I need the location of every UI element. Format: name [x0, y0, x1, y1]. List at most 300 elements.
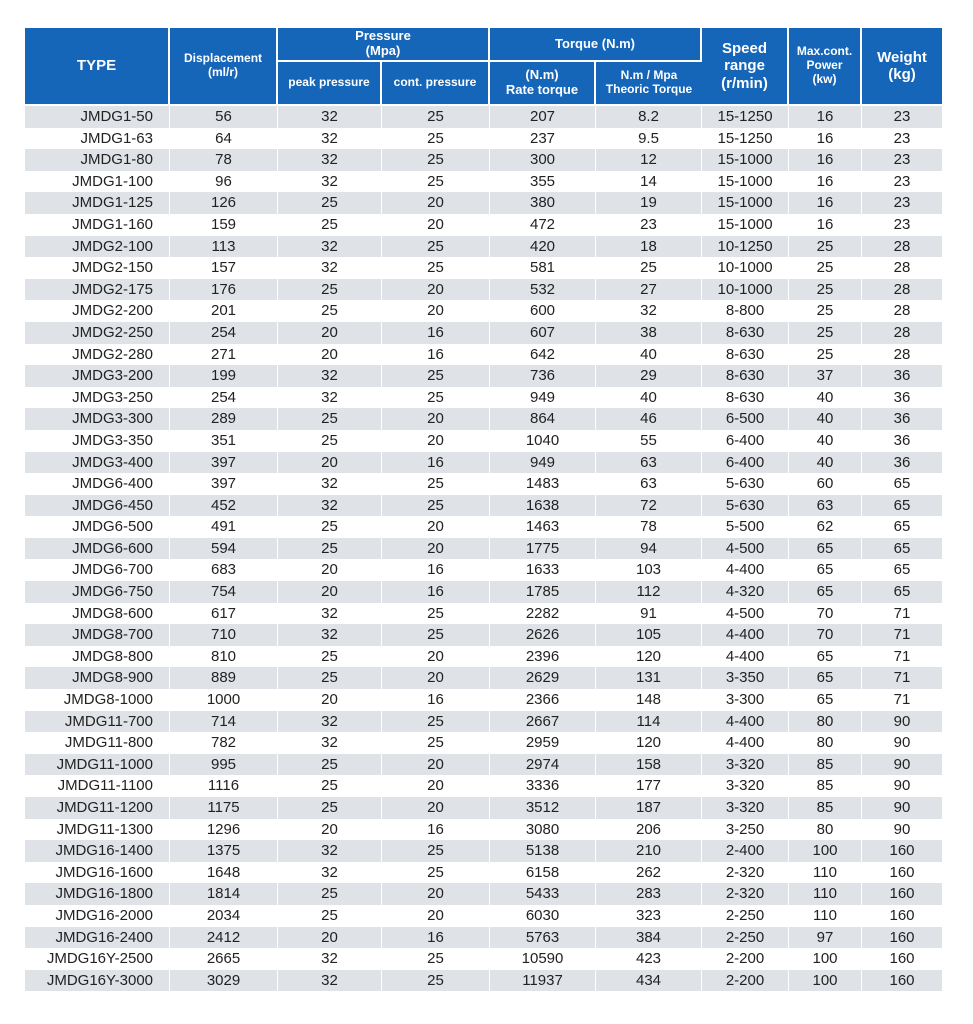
rate-torque-cell: 1483: [490, 473, 596, 495]
speed-range-cell: 8-630: [702, 344, 789, 366]
displacement-cell: 96: [170, 171, 278, 193]
rate-torque-cell: 2366: [490, 689, 596, 711]
theoric-torque-cell: 14: [596, 171, 702, 193]
weight-cell: 71: [862, 689, 942, 711]
cont-pressure-cell: 25: [382, 603, 490, 625]
max-power-cell: 25: [789, 279, 862, 301]
rate-torque-cell: 1638: [490, 495, 596, 517]
speed-range-cell: 5-630: [702, 473, 789, 495]
weight-cell: 65: [862, 516, 942, 538]
weight-cell: 28: [862, 300, 942, 322]
theoric-torque-cell: 148: [596, 689, 702, 711]
speed-range-cell: 4-400: [702, 732, 789, 754]
theoric-torque-cell: 158: [596, 754, 702, 776]
max-power-cell: 25: [789, 344, 862, 366]
speed-range-cell: 4-400: [702, 646, 789, 668]
theoric-torque-cell: 27: [596, 279, 702, 301]
cont-pressure-cell: 20: [382, 797, 490, 819]
cont-pressure-cell: 16: [382, 819, 490, 841]
type-cell: JMDG8-800: [25, 646, 170, 668]
cont-pressure-cell: 16: [382, 689, 490, 711]
theoric-torque-cell: 46: [596, 408, 702, 430]
type-cell: JMDG8-900: [25, 667, 170, 689]
rate-torque-cell: 2629: [490, 667, 596, 689]
rate-torque-cell: 2667: [490, 711, 596, 733]
type-cell: JMDG6-500: [25, 516, 170, 538]
weight-cell: 65: [862, 581, 942, 603]
weight-cell: 90: [862, 754, 942, 776]
peak-pressure-cell: 32: [278, 128, 382, 150]
table-row: [25, 106, 942, 128]
rate-torque-cell: 300: [490, 149, 596, 171]
theoric-torque-cell: 25: [596, 257, 702, 279]
table-row: [25, 300, 942, 322]
speed-range-cell: 3-320: [702, 775, 789, 797]
table-row: [25, 322, 942, 344]
theoric-torque-cell: 32: [596, 300, 702, 322]
type-cell: JMDG1-63: [25, 128, 170, 150]
cont-pressure-cell: 25: [382, 128, 490, 150]
weight-cell: 71: [862, 646, 942, 668]
peak-pressure-cell: 32: [278, 624, 382, 646]
peak-pressure-cell: 25: [278, 883, 382, 905]
table-row: [25, 387, 942, 409]
type-cell: JMDG16-1600: [25, 862, 170, 884]
speed-range-cell: 15-1000: [702, 149, 789, 171]
rate-torque-cell: 5138: [490, 840, 596, 862]
rate-torque-cell: 2974: [490, 754, 596, 776]
weight-cell: 65: [862, 473, 942, 495]
rate-torque-cell: 642: [490, 344, 596, 366]
cont-pressure-cell: 25: [382, 624, 490, 646]
weight-cell: 36: [862, 408, 942, 430]
speed-range-cell: 15-1250: [702, 128, 789, 150]
speed-range-cell: 10-1000: [702, 279, 789, 301]
type-cell: JMDG2-150: [25, 257, 170, 279]
rate-torque-cell: 2626: [490, 624, 596, 646]
speed-range-cell: 2-200: [702, 948, 789, 970]
speed-range-cell: 4-400: [702, 559, 789, 581]
peak-pressure-cell: 32: [278, 236, 382, 258]
peak-pressure-cell: 25: [278, 646, 382, 668]
speed-range-cell: 6-400: [702, 452, 789, 474]
table-row: [25, 624, 942, 646]
table-row: [25, 236, 942, 258]
max-power-cell: 65: [789, 538, 862, 560]
speed-range-cell: 8-630: [702, 387, 789, 409]
cont-pressure-cell: 25: [382, 948, 490, 970]
theoric-torque-cell: 78: [596, 516, 702, 538]
header-type: TYPE: [25, 28, 170, 106]
peak-pressure-cell: 32: [278, 495, 382, 517]
theoric-torque-cell: 19: [596, 192, 702, 214]
type-cell: JMDG16-1400: [25, 840, 170, 862]
max-power-cell: 16: [789, 128, 862, 150]
speed-range-cell: 15-1000: [702, 171, 789, 193]
spec-table-container: [25, 28, 942, 991]
speed-range-cell: 6-400: [702, 430, 789, 452]
displacement-cell: 710: [170, 624, 278, 646]
peak-pressure-cell: 32: [278, 473, 382, 495]
max-power-cell: 110: [789, 862, 862, 884]
max-power-cell: 37: [789, 365, 862, 387]
rate-torque-cell: 1463: [490, 516, 596, 538]
speed-range-cell: 4-400: [702, 711, 789, 733]
type-cell: JMDG8-1000: [25, 689, 170, 711]
type-cell: JMDG11-1100: [25, 775, 170, 797]
cont-pressure-cell: 25: [382, 387, 490, 409]
weight-cell: 23: [862, 106, 942, 128]
table-row: [25, 149, 942, 171]
rate-torque-cell: 581: [490, 257, 596, 279]
peak-pressure-cell: 25: [278, 775, 382, 797]
max-power-cell: 65: [789, 581, 862, 603]
weight-cell: 28: [862, 344, 942, 366]
theoric-torque-cell: 114: [596, 711, 702, 733]
weight-cell: 90: [862, 797, 942, 819]
displacement-cell: 452: [170, 495, 278, 517]
peak-pressure-cell: 32: [278, 711, 382, 733]
table-row: [25, 754, 942, 776]
displacement-cell: 201: [170, 300, 278, 322]
weight-cell: 160: [862, 840, 942, 862]
header-cont-pressure: cont. pressure: [382, 62, 490, 106]
theoric-torque-cell: 384: [596, 927, 702, 949]
rate-torque-cell: 10590: [490, 948, 596, 970]
rate-torque-cell: 5433: [490, 883, 596, 905]
peak-pressure-cell: 20: [278, 559, 382, 581]
displacement-cell: 271: [170, 344, 278, 366]
displacement-cell: 176: [170, 279, 278, 301]
theoric-torque-cell: 177: [596, 775, 702, 797]
speed-range-cell: 4-500: [702, 603, 789, 625]
type-cell: JMDG2-100: [25, 236, 170, 258]
max-power-cell: 65: [789, 559, 862, 581]
rate-torque-cell: 237: [490, 128, 596, 150]
peak-pressure-cell: 20: [278, 581, 382, 603]
table-row: [25, 408, 942, 430]
max-power-cell: 80: [789, 711, 862, 733]
rate-torque-cell: 5763: [490, 927, 596, 949]
max-power-cell: 100: [789, 948, 862, 970]
peak-pressure-cell: 25: [278, 430, 382, 452]
speed-range-cell: 15-1250: [702, 106, 789, 128]
rate-torque-cell: 472: [490, 214, 596, 236]
max-power-cell: 85: [789, 775, 862, 797]
table-row: [25, 452, 942, 474]
weight-cell: 90: [862, 732, 942, 754]
table-row: [25, 516, 942, 538]
speed-range-cell: 4-500: [702, 538, 789, 560]
theoric-torque-cell: 283: [596, 883, 702, 905]
weight-cell: 160: [862, 927, 942, 949]
theoric-torque-cell: 206: [596, 819, 702, 841]
cont-pressure-cell: 25: [382, 495, 490, 517]
rate-torque-cell: 1775: [490, 538, 596, 560]
type-cell: JMDG2-200: [25, 300, 170, 322]
theoric-torque-cell: 131: [596, 667, 702, 689]
table-row: [25, 279, 942, 301]
theoric-torque-cell: 40: [596, 344, 702, 366]
max-power-cell: 63: [789, 495, 862, 517]
theoric-torque-cell: 423: [596, 948, 702, 970]
rate-torque-cell: 6030: [490, 905, 596, 927]
header-peak-pressure: peak pressure: [278, 62, 382, 106]
max-power-cell: 85: [789, 754, 862, 776]
displacement-cell: 1116: [170, 775, 278, 797]
max-power-cell: 70: [789, 624, 862, 646]
max-power-cell: 16: [789, 214, 862, 236]
rate-torque-cell: 3512: [490, 797, 596, 819]
displacement-cell: 1000: [170, 689, 278, 711]
displacement-cell: 126: [170, 192, 278, 214]
cont-pressure-cell: 20: [382, 408, 490, 430]
peak-pressure-cell: 32: [278, 862, 382, 884]
cont-pressure-cell: 25: [382, 840, 490, 862]
max-power-cell: 70: [789, 603, 862, 625]
theoric-torque-cell: 63: [596, 473, 702, 495]
rate-torque-cell: 1785: [490, 581, 596, 603]
displacement-cell: 56: [170, 106, 278, 128]
cont-pressure-cell: 20: [382, 538, 490, 560]
speed-range-cell: 8-630: [702, 365, 789, 387]
rate-torque-cell: 11937: [490, 970, 596, 992]
cont-pressure-cell: 20: [382, 667, 490, 689]
theoric-torque-cell: 9.5: [596, 128, 702, 150]
theoric-torque-cell: 8.2: [596, 106, 702, 128]
rate-torque-cell: 1633: [490, 559, 596, 581]
cont-pressure-cell: 25: [382, 257, 490, 279]
table-row: [25, 430, 942, 452]
weight-cell: 160: [862, 948, 942, 970]
displacement-cell: 714: [170, 711, 278, 733]
weight-cell: 36: [862, 452, 942, 474]
speed-range-cell: 5-630: [702, 495, 789, 517]
peak-pressure-cell: 32: [278, 970, 382, 992]
type-cell: JMDG6-600: [25, 538, 170, 560]
rate-torque-cell: 2396: [490, 646, 596, 668]
displacement-cell: 397: [170, 473, 278, 495]
displacement-cell: 995: [170, 754, 278, 776]
max-power-cell: 25: [789, 257, 862, 279]
max-power-cell: 16: [789, 171, 862, 193]
displacement-cell: 113: [170, 236, 278, 258]
table-row: [25, 344, 942, 366]
weight-cell: 160: [862, 862, 942, 884]
header-speed-range: Speed range (r/min): [702, 28, 789, 106]
displacement-cell: 254: [170, 322, 278, 344]
max-power-cell: 110: [789, 883, 862, 905]
max-power-cell: 40: [789, 430, 862, 452]
displacement-cell: 2665: [170, 948, 278, 970]
type-cell: JMDG16-2400: [25, 927, 170, 949]
peak-pressure-cell: 20: [278, 819, 382, 841]
weight-cell: 28: [862, 257, 942, 279]
peak-pressure-cell: 20: [278, 344, 382, 366]
cont-pressure-cell: 25: [382, 711, 490, 733]
rate-torque-cell: 2282: [490, 603, 596, 625]
theoric-torque-cell: 210: [596, 840, 702, 862]
cont-pressure-cell: 25: [382, 106, 490, 128]
speed-range-cell: 2-250: [702, 905, 789, 927]
theoric-torque-cell: 55: [596, 430, 702, 452]
table-row: [25, 883, 942, 905]
max-power-cell: 25: [789, 322, 862, 344]
weight-cell: 23: [862, 171, 942, 193]
header-theoric-torque: N.m / Mpa Theoric Torque: [596, 62, 702, 106]
displacement-cell: 199: [170, 365, 278, 387]
header-max-power: Max.cont. Power (kw): [789, 28, 862, 106]
weight-cell: 90: [862, 775, 942, 797]
weight-cell: 65: [862, 495, 942, 517]
theoric-torque-cell: 105: [596, 624, 702, 646]
max-power-cell: 40: [789, 408, 862, 430]
cont-pressure-cell: 20: [382, 279, 490, 301]
cont-pressure-cell: 25: [382, 862, 490, 884]
cont-pressure-cell: 25: [382, 970, 490, 992]
rate-torque-cell: 607: [490, 322, 596, 344]
max-power-cell: 110: [789, 905, 862, 927]
speed-range-cell: 2-400: [702, 840, 789, 862]
type-cell: JMDG1-50: [25, 106, 170, 128]
peak-pressure-cell: 32: [278, 257, 382, 279]
theoric-torque-cell: 72: [596, 495, 702, 517]
type-cell: JMDG11-1200: [25, 797, 170, 819]
header-displacement: Displacement (ml/r): [170, 28, 278, 106]
max-power-cell: 25: [789, 236, 862, 258]
max-power-cell: 100: [789, 970, 862, 992]
max-power-cell: 40: [789, 387, 862, 409]
displacement-cell: 1296: [170, 819, 278, 841]
displacement-cell: 594: [170, 538, 278, 560]
type-cell: JMDG2-175: [25, 279, 170, 301]
cont-pressure-cell: 20: [382, 214, 490, 236]
max-power-cell: 100: [789, 840, 862, 862]
displacement-cell: 289: [170, 408, 278, 430]
type-cell: JMDG1-125: [25, 192, 170, 214]
rate-torque-cell: 6158: [490, 862, 596, 884]
peak-pressure-cell: 32: [278, 149, 382, 171]
rate-torque-cell: 3336: [490, 775, 596, 797]
table-row: [25, 257, 942, 279]
weight-cell: 160: [862, 883, 942, 905]
table-row: [25, 581, 942, 603]
peak-pressure-cell: 32: [278, 106, 382, 128]
table-row: [25, 927, 942, 949]
cont-pressure-cell: 25: [382, 236, 490, 258]
table-row: [25, 905, 942, 927]
weight-cell: 28: [862, 236, 942, 258]
theoric-torque-cell: 187: [596, 797, 702, 819]
speed-range-cell: 4-320: [702, 581, 789, 603]
type-cell: JMDG11-700: [25, 711, 170, 733]
rate-torque-cell: 532: [490, 279, 596, 301]
table-row: [25, 171, 942, 193]
rate-torque-cell: 355: [490, 171, 596, 193]
weight-cell: 36: [862, 430, 942, 452]
speed-range-cell: 8-630: [702, 322, 789, 344]
displacement-cell: 1648: [170, 862, 278, 884]
peak-pressure-cell: 32: [278, 171, 382, 193]
weight-cell: 28: [862, 322, 942, 344]
type-cell: JMDG1-160: [25, 214, 170, 236]
peak-pressure-cell: 32: [278, 732, 382, 754]
max-power-cell: 65: [789, 689, 862, 711]
speed-range-cell: 15-1000: [702, 192, 789, 214]
max-power-cell: 62: [789, 516, 862, 538]
max-power-cell: 16: [789, 149, 862, 171]
peak-pressure-cell: 25: [278, 408, 382, 430]
table-row: [25, 948, 942, 970]
displacement-cell: 157: [170, 257, 278, 279]
speed-range-cell: 2-320: [702, 862, 789, 884]
peak-pressure-cell: 32: [278, 387, 382, 409]
speed-range-cell: 3-320: [702, 797, 789, 819]
displacement-cell: 2412: [170, 927, 278, 949]
rate-torque-cell: 2959: [490, 732, 596, 754]
spec-table-body: [25, 106, 942, 991]
weight-cell: 160: [862, 970, 942, 992]
peak-pressure-cell: 25: [278, 516, 382, 538]
max-power-cell: 25: [789, 300, 862, 322]
type-cell: JMDG6-750: [25, 581, 170, 603]
theoric-torque-cell: 112: [596, 581, 702, 603]
displacement-cell: 3029: [170, 970, 278, 992]
type-cell: JMDG3-200: [25, 365, 170, 387]
table-row: [25, 559, 942, 581]
rate-torque-cell: 380: [490, 192, 596, 214]
theoric-torque-cell: 29: [596, 365, 702, 387]
weight-cell: 65: [862, 559, 942, 581]
weight-cell: 23: [862, 128, 942, 150]
peak-pressure-cell: 20: [278, 927, 382, 949]
table-row: [25, 538, 942, 560]
speed-range-cell: 8-800: [702, 300, 789, 322]
displacement-cell: 491: [170, 516, 278, 538]
max-power-cell: 80: [789, 819, 862, 841]
cont-pressure-cell: 20: [382, 430, 490, 452]
table-row: [25, 689, 942, 711]
table-row: [25, 646, 942, 668]
table-row: [25, 365, 942, 387]
displacement-cell: 782: [170, 732, 278, 754]
type-cell: JMDG16Y-2500: [25, 948, 170, 970]
cont-pressure-cell: 25: [382, 473, 490, 495]
speed-range-cell: 4-400: [702, 624, 789, 646]
type-cell: JMDG1-100: [25, 171, 170, 193]
speed-range-cell: 2-200: [702, 970, 789, 992]
theoric-torque-cell: 103: [596, 559, 702, 581]
speed-range-cell: 6-500: [702, 408, 789, 430]
cont-pressure-cell: 16: [382, 452, 490, 474]
theoric-torque-cell: 262: [596, 862, 702, 884]
speed-range-cell: 2-250: [702, 927, 789, 949]
weight-cell: 36: [862, 365, 942, 387]
rate-torque-cell: 949: [490, 387, 596, 409]
peak-pressure-cell: 25: [278, 667, 382, 689]
type-cell: JMDG3-300: [25, 408, 170, 430]
peak-pressure-cell: 25: [278, 905, 382, 927]
weight-cell: 90: [862, 711, 942, 733]
peak-pressure-cell: 25: [278, 538, 382, 560]
rate-torque-cell: 1040: [490, 430, 596, 452]
displacement-cell: 2034: [170, 905, 278, 927]
spec-table: [25, 28, 942, 991]
type-cell: JMDG16Y-3000: [25, 970, 170, 992]
theoric-torque-cell: 120: [596, 732, 702, 754]
weight-cell: 71: [862, 624, 942, 646]
type-cell: JMDG2-280: [25, 344, 170, 366]
